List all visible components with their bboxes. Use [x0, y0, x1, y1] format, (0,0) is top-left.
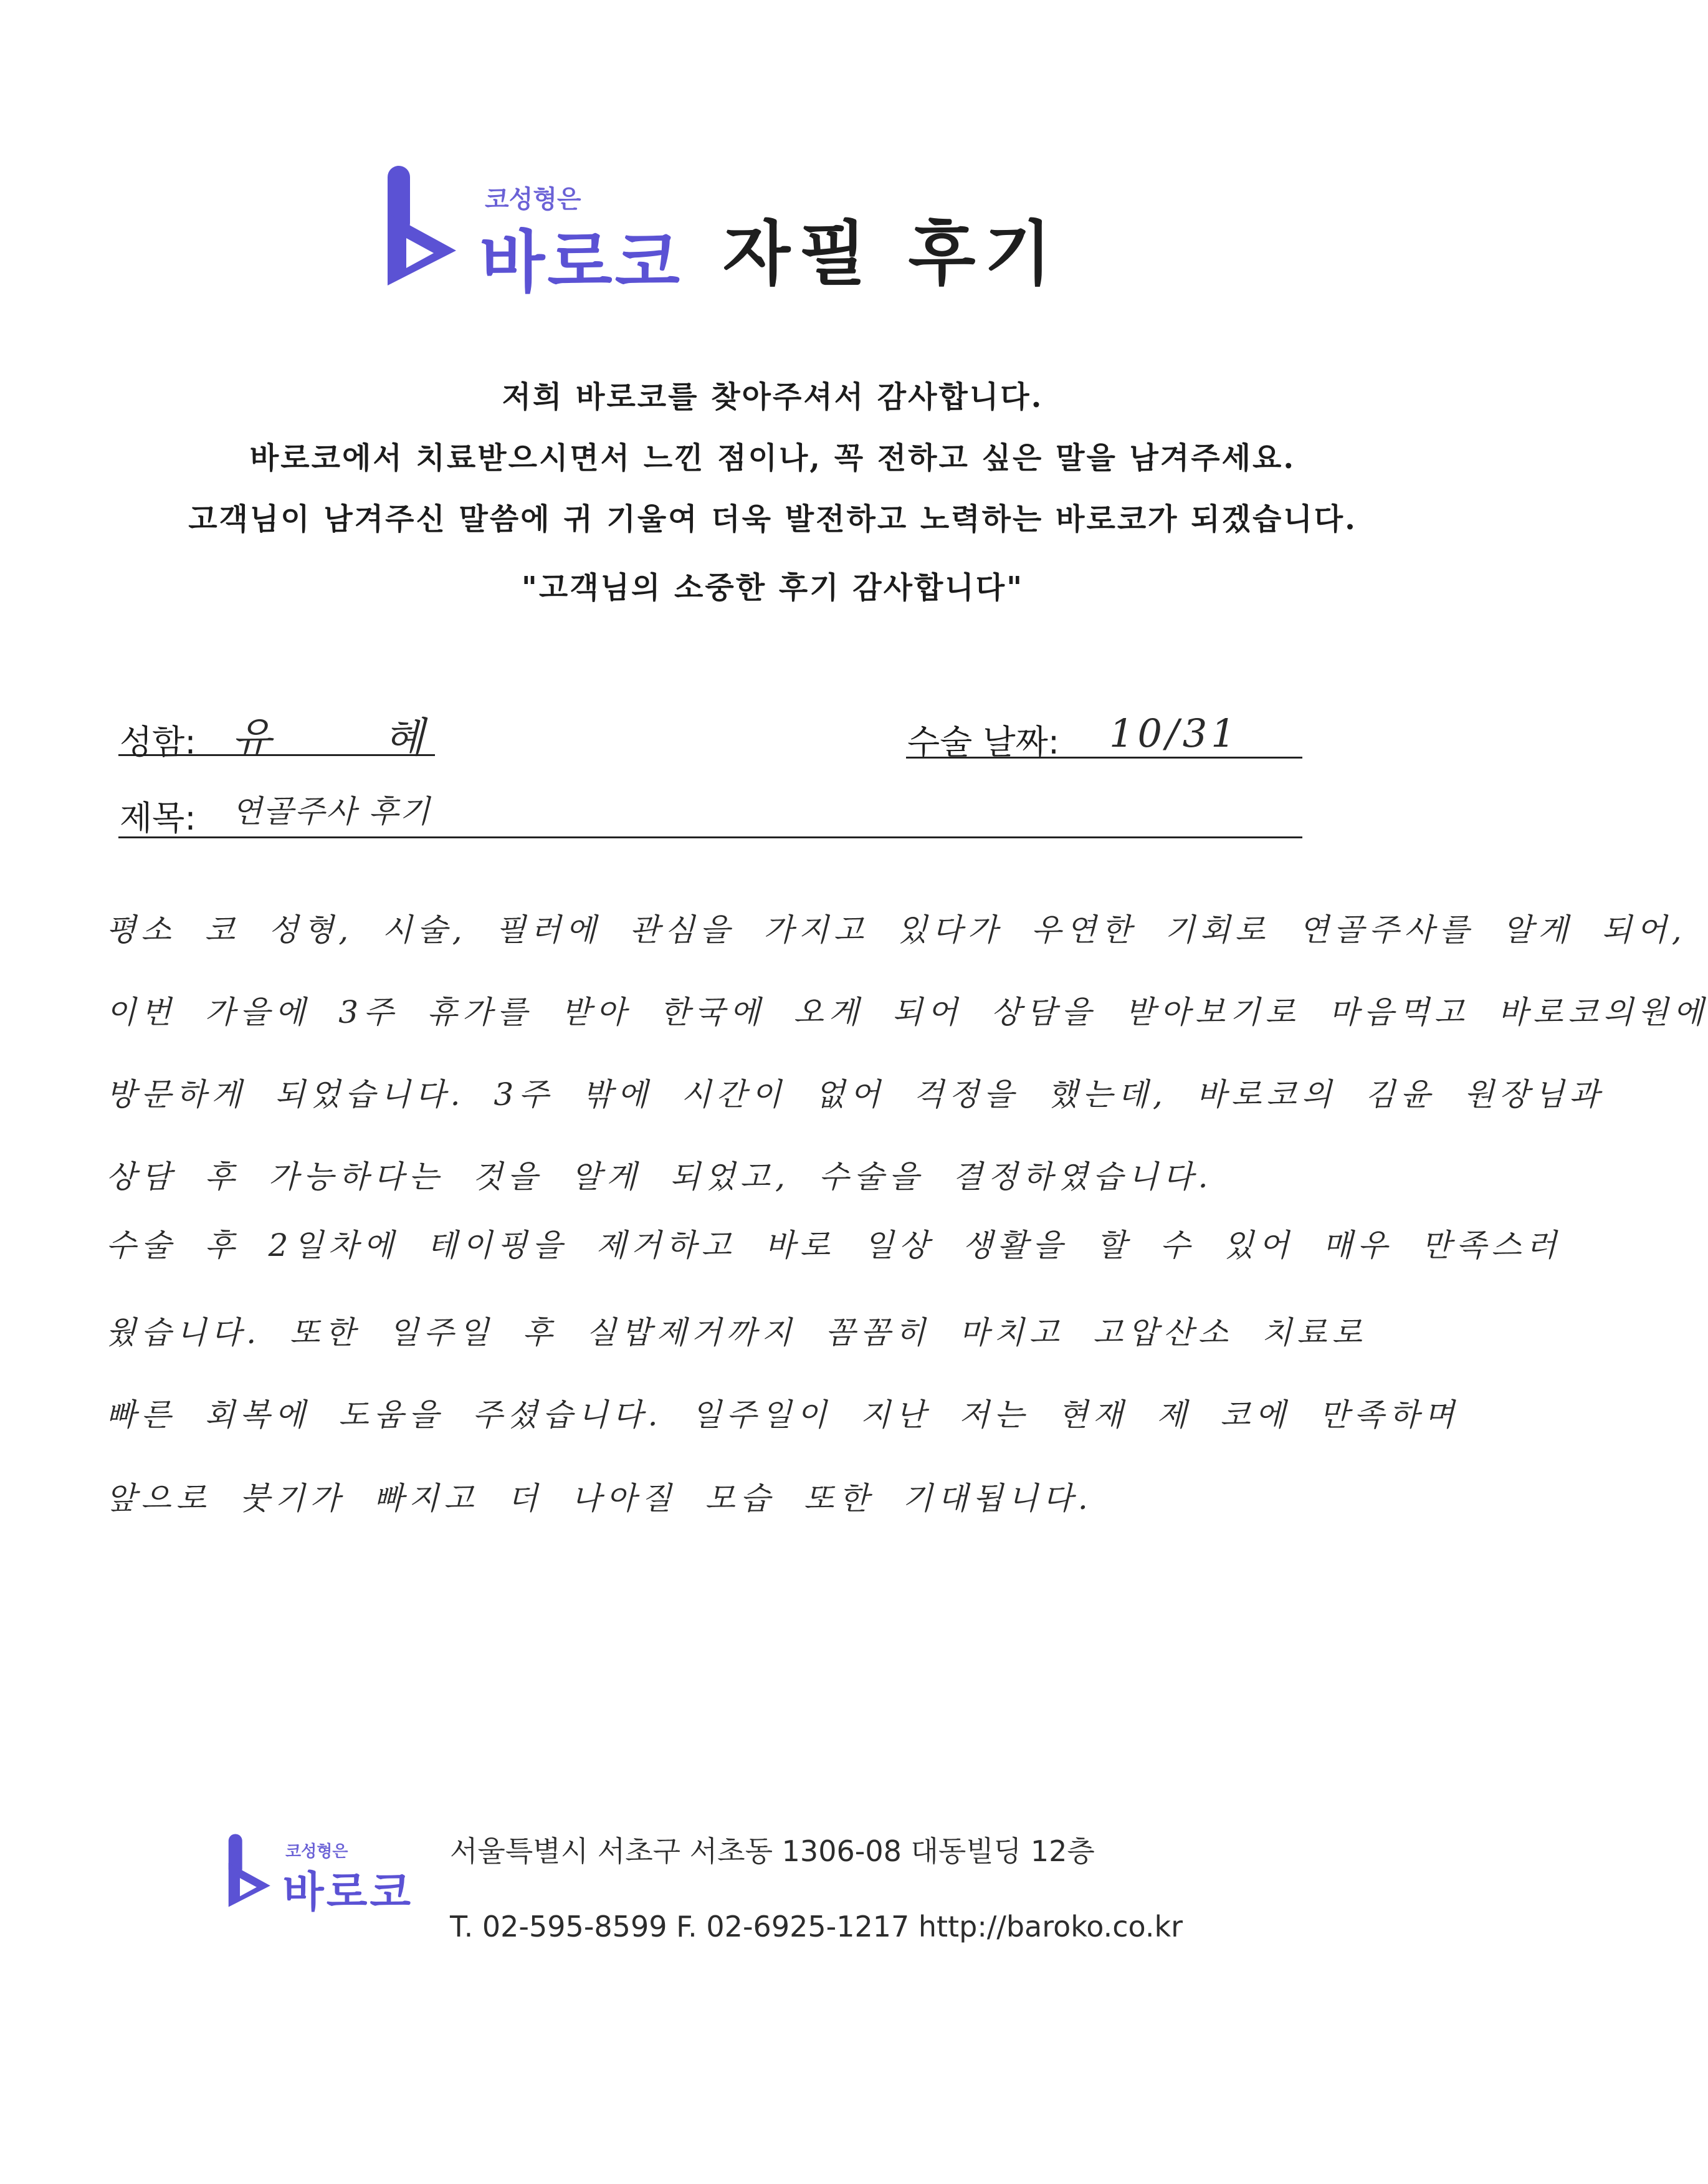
name-label: 성함:	[120, 722, 196, 762]
surgery-date-underline	[906, 757, 1302, 759]
review-line: 빠른 회복에 도움을 주셨습니다. 일주일이 지난 저는 현재 제 코에 만족하며	[106, 1397, 1459, 1433]
intro-line-3: 고객님이 남겨주신 말씀에 귀 기울여 더욱 발전하고 노력하는 바로코가 되겠습니다.	[188, 502, 1357, 537]
footer-address: 서울특별시 서초구 서초동 1306-08 대동빌딩 12층	[450, 1834, 1095, 1868]
header-brand-name: 바로코	[480, 224, 682, 302]
name-underline	[118, 754, 435, 756]
intro-line-1: 저희 바로코를 찾아주셔서 감사합니다.	[502, 380, 1044, 414]
intro-line-4: "고객님의 소중한 후기 감사합니다"	[521, 570, 1024, 605]
surgery-date-label: 수술 날짜:	[907, 722, 1060, 762]
review-line: 수술 후 2일차에 테이핑을 제거하고 바로 일상 생활을 할 수 있어 매우 만족스러	[106, 1227, 1562, 1263]
review-line: 이번 가을에 3주 휴가를 받아 한국에 오게 되어 상담을 받아보기로 마음먹고 바로코의원에	[106, 994, 1708, 1030]
review-line: 웠습니다. 또한 일주일 후 실밥제거까지 꼼꼼히 마치고 고압산소 치료로	[106, 1315, 1367, 1351]
review-line: 앞으로 붓기가 빠지고 더 나아질 모습 또한 기대됩니다.	[106, 1480, 1093, 1516]
subject-underline	[118, 836, 1302, 838]
footer-logo	[218, 1830, 417, 1917]
review-line: 평소 코 성형, 시술, 필러에 관심을 가지고 있다가 우연한 기회로 연골주사를 알게 되어,	[106, 912, 1687, 948]
baroko-logo-icon	[374, 163, 461, 294]
review-line: 방문하게 되었습니다. 3주 밖에 시간이 없어 걱정을 했는데, 바로코의 김윤 원장님과	[106, 1076, 1605, 1113]
footer-contact: T. 02-595-8599 F. 02-6925-1217 http://baroko.co.kr	[450, 1910, 1183, 1943]
name-value: 유 혜	[232, 714, 474, 762]
header-brand-tagline: 코성형은	[485, 185, 581, 214]
subject-label: 제목:	[120, 798, 196, 838]
footer-brand-name: 바로코	[283, 1868, 414, 1917]
review-line: 상담 후 가능하다는 것을 알게 되었고, 수술을 결정하였습니다.	[106, 1159, 1213, 1195]
footer-brand-tagline: 코성형은	[285, 1842, 348, 1861]
baroko-footer-logo-icon	[218, 1832, 275, 1912]
subject-value: 연골주사 후기	[232, 793, 431, 830]
header-logo	[374, 163, 698, 300]
surgery-date-value: 10/31	[1109, 711, 1239, 756]
intro-line-2: 바로코에서 치료받으시면서 느낀 점이나, 꼭 전하고 싶은 말을 남겨주세요.	[249, 441, 1296, 476]
page-title: 자필 후기	[723, 214, 1061, 295]
